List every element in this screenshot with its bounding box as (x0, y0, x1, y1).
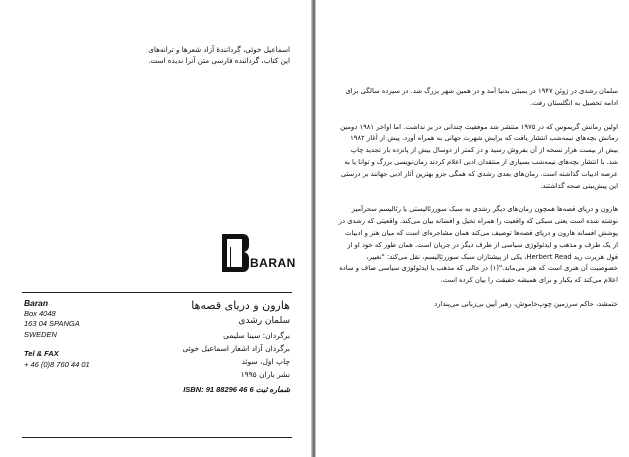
contact-label: Tel & FAX (24, 349, 59, 358)
paragraph: هارون و دریای قصه‌ها همچون رمان‌های دیگر رشدی به سبک سوررئالیستی یا رئالیسم سحرآمیز نوشته شده است یعنی سبکی که واقعیت را همراه تخیل و افسانه بیان می‌کند. واقعیتی که رشدی در پوشش افسانه هارون و دریای قصه‌ها توصیف می‌کند همان مشاجره‌ای است که میان هنر و ادبیات از یک طرف و مذهب و ایدئولوژی سیاسی از طرف دیگر در جریان است. همان طور که خود او از قول هربرت رید Herbert Read، یکی از پیشتازان سبک سوررئالیسم، نقل می‌کند: "نغییر، خصوصیت آن هنری است که هنر می‌ماند."(۱) در حالی که مذهب یا ایدئولوژی سیاسی صاف و ساده اعلام می‌کند که یکبار و برای همیشه حقیقت را بیان کرده است. (338, 205, 618, 285)
baran-logo (222, 232, 296, 276)
address-line: Box 4048 (24, 308, 56, 318)
publication-line: نشر باران ۱۹۹۵ (240, 370, 290, 379)
address-line: SWEDEN (24, 329, 57, 339)
divider-bottom (22, 437, 292, 438)
translator-note-line: این کتاب، گرداننده فارسی متن آنرا ندیده است. (148, 56, 290, 65)
paragraph: اولین رمانش گریموس که در ۱۹۷۵ منتشر شد موفقیت چندانی در بر نداشت. اما اواخر ۱۹۸۱ دومین رمانش بچه‌های نیمه‌شب انتشار یافت که برایش شهرت جهانی به همراه آورد. پیش از آغاز ۱۹۸۲ بیش از بیست هزار نسخه از آن بفروش رسید و در کمتر از دوسال بیش از پانزده بار تجدید چاپ شد. با انتشار بچه‌های نیمه‌شب بسیاری از منتقدان ادبی اعلام کردند رمان‌نویسی بزرگ و توانا پا به عرصه ادبیات گذاشته است. رمان‌های بعدی رشدی که همگی جزو بهترین آثار ادبی جهانند بر درستی این پیش‌بینی صحه گذاشتند. (340, 122, 618, 190)
phone-number: + 46 (0)8 760 44 01 (24, 359, 90, 369)
logo-b-mark (222, 234, 242, 272)
book-info (140, 298, 290, 396)
translator-note-line: اسماعیل خوئی، گرداننده‌ٔ آزاد شعرها و ترانه‌های (148, 45, 290, 54)
isbn-line: ISBN: 91 88296 46 6 شماره ثبت (183, 385, 290, 394)
left-page (0, 0, 312, 457)
closing-line: ختمشد، حاکم سرزمین چوپ‌خاموش، رهبر آیین بی‌زبانی می‌پندارد (434, 299, 618, 308)
logo-text: BARAN (250, 256, 296, 270)
book-author: سلمان رشدی (238, 316, 290, 326)
biography-text (338, 86, 618, 323)
translator-note (70, 44, 290, 66)
poems-translator-credit: برگردان آزاد اشعار اسماعیل خوئی (182, 344, 290, 353)
divider-top (22, 292, 292, 293)
publisher-name: Baran (24, 298, 49, 308)
book-title: هارون و دریای قصه‌ها (191, 299, 290, 312)
publisher-address (24, 298, 134, 370)
address-line: 163 04 SPANGA (24, 319, 80, 328)
paragraph: سلمان رشدی در ژوئن ۱۹۴۷ در بمبئی بدنیا آمد و در همین شهر بزرگ شد. در سیزده سالگی برای ادامه تحصیل به انگلستان رفت. (345, 87, 618, 107)
right-page (316, 0, 629, 457)
edition-line: چاپ اول، سوئد (241, 357, 290, 366)
translator-credit: برگردان: سینا سلیمی (223, 331, 290, 340)
